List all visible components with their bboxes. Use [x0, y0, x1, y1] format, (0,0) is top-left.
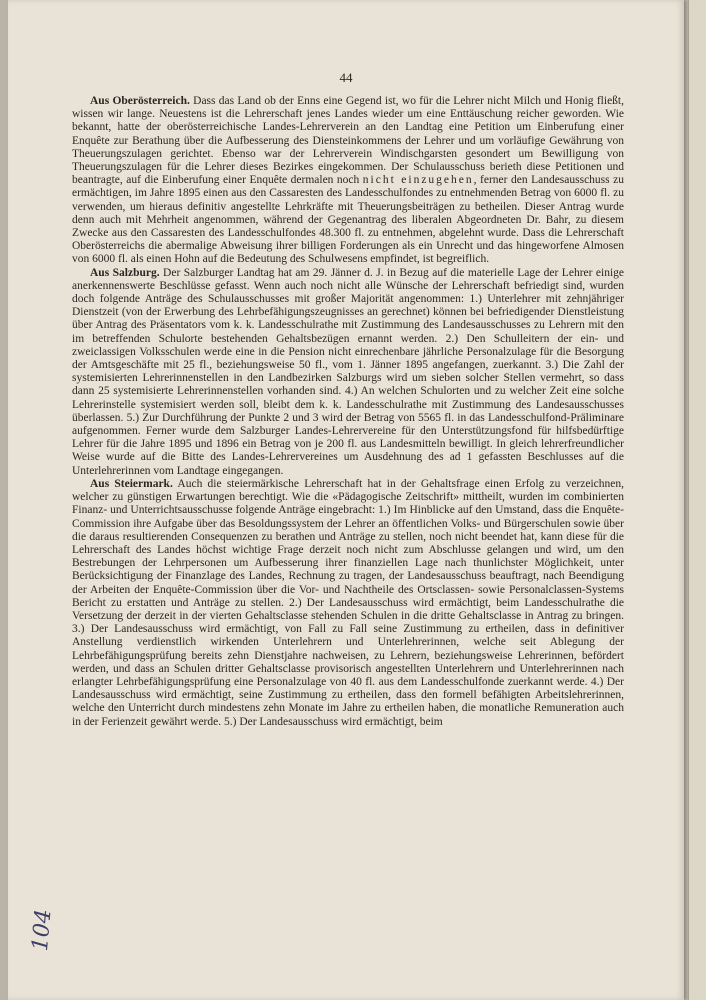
section-oberoesterreich — [72, 95, 624, 267]
section-text: Auch die steiermärkische Lehrerschaft hat in der Gehaltsfrage einen Erfolg zu verzeichnen, welcher zu günstigen Erwartungen berechtigt. Wie die «Pädagogische Zeitschrift» mittheilt, wurden im combinierten Finanz- und Unterrichtsausschusse folgende Anträge eingebracht: 1.) Im Hinblicke auf den Umstand, dass die Enquête-Commission ihre Aufgabe über das Besoldungssystem der Lehrer an öffentlichen Volks- und Bürgerschulen sowie über die daraus resultierenden Consequenzen zu berathen und Anträge zu stellen, noch nicht beendet hat, kann diese für die Lehrerschaft des Landes höchst wichtige Frage derzeit noch nicht zum Abschlusse gelangen und wird, um den Bestrebungen der Lehrpersonen um Aufbesserung ihrer finanziellen Lage nach thunlichster Möglichkeit, unter Berücksichtigung der Finanzlage des Landes, Rechnung zu tragen, der Landesausschuss beauftragt, nach Beendigung der Arbeiten der Enquête-Commission über die Vor- und Nachtheile des Ortsclassen- sowie Personalclassen-Systems Bericht zu erstatten und Anträge zu stellen. 2.) Der Landesausschuss wird ermächtigt, beim Landesschulrathe die Versetzung der derzeit in der vierten Gehaltsclasse stehenden Schulen in die dritte Gehaltsclasse in Antrag zu bringen. 3.) Der Landesausschuss wird ermächtigt, von Fall zu Fall seine Zustimmung zu ertheilen, dass in definitiver Anstellung verdienstlich wirkenden Unterlehrern und Unterlehrerinnen, welche seit Ablegung der Lehrbefähigungsprüfung bereits zehn Dienstjahre nachweisen, zu Lehrern, beziehungsweise Lehrerinnen, befördert werden, und dass an Schulen dritter Gehaltsclasse provisorisch angestellten Unterlehrern und Unterlehrerinnen nach erlangter Lehrbefähigungsprüfung eine Personalzulage von 40 fl. aus dem Landesschulfonde zuerkannt werde. 4.) Der Landesausschuss wird ermächtigt, seine Zustimmung zu ertheilen, dass den formell befähigten Arbeitslehrerinnen, welche den Unterricht durch mindestens zehn Monate im Jahre zu ertheilen haben, die monatliche Remuneration auch in der Ferienzeit gewährt werde. 5.) Der Landesausschuss wird ermächtigt, beim — [72, 477, 624, 728]
handwritten-archive-number: 104 — [28, 908, 57, 953]
section-text-continued: , ferner den Landesausschuss zu ermächtigen, im Jahre 1895 einen aus den Cassaresten des Landesschulfondes zu entnehmenden Betrag von 6000 fl. zu verwenden, um hieraus definitiv angestellte Lehrkräfte mit Theuerungsbeiträgen zu betheilen. Dieser Antrag wurde denn auch mit Mehrheit angenommen, während der Gegenantrag des liberalen Abgeordneten Dr. Bahr, zu diesem Zwecke aus den Cassaresten des Landesschulfondes 48.300 fl. zu entnehmen, abgelehnt wurde. Dass die Lehrerschaft Oberösterreichs die abermalige Abweisung ihrer billigen Forderungen als ein Unrecht und das hingeworfene Almosen von 6000 fl. als einen Hohn auf die Bedeutung des Schulwesens empfindet, ist begreiflich. — [72, 174, 624, 266]
section-salzburg — [72, 267, 624, 478]
document-page — [8, 0, 684, 1000]
section-heading: Aus Steiermark. — [90, 477, 173, 490]
section-text: Dass das Land ob der Enns eine Gegend ist, wo für die Lehrer nicht Milch und Honig fließt, wissen wir lange. Neuestens ist die Lehrerschaft jenes Landes wieder um eine Enttäuschung reicher geworden. Wie bekannt, hatte der oberösterreichische Landes-Lehrerverein an den Landtag eine Petition um Einberufung einer Enquête zur Berathung über die Aufbesserung des Diensteinkommens der Lehrer und um vorläufige Gewährung von Theuerungszulagen gerichtet. Ebenso war der Lehrerverein Windischgarsten gesondert um Bewilligung von Theuerungszulagen für die Lehrer dieses Bezirkes eingekommen. Der Schulausschuss berieth diese Petitionen und beantragte, auf die Einberufung einer Enquête dermalen noch — [72, 95, 624, 187]
article-body — [72, 95, 624, 729]
section-heading: Aus Salzburg. — [90, 266, 160, 279]
adjacent-page-edge — [688, 0, 706, 1000]
section-text: Der Salzburger Landtag hat am 29. Jänner d. J. in Bezug auf die materielle Lage der Lehrer einige anerkennenswerte Beschlüsse gefasst. Wenn auch noch nicht alle Wünsche der Lehrerschaft befriedigt sind, wurden doch folgende Anträge des Schulausschusses mit großer Majorität angenommen: 1.) Unterlehrer mit zehnjähriger Dienstzeit (von der Erwerbung des Lehrbefähigungszeugnisses an gerechnet) können bei befriedigender Dienstleistung über Antrag des Präsentators vom k. k. Landesschulrathe mit Zustimmung des Landesausschusses zu Lehrern mit den im betreffenden Schulorte bestehenden Gehaltsbezügen ernannt werden. 2.) Den Schulleitern der ein- und zweiclassigen Volksschulen werde eine in die Pension nicht einrechenbare jährliche Personalzulage für die Besorgung der Amtsgeschäfte mit 25 fl., beziehungsweise 50 fl., vom 1. Jänner 1895 angefangen, zuerkannt. 3.) Die Zahl der systemisierten Lehrerinnenstellen in den Landbezirken Salzburgs wird um sieben solcher Stellen vermehrt, so dass dann 25 systemisierte Lehrerinnenstellen vorhanden sind. 4.) An welchen Schulorten und zu welcher Zeit eine solche Lehrerinstelle systemisiert werden soll, bleibt dem k. k. Landesschulrathe mit Zustimmung des Landesausschusses überlassen. 5.) Zur Durchführung der Punkte 2 und 3 wird der Betrag von 5565 fl. in das Landesschulfond-Präliminare aufgenommen. Ferner wurde dem Salzburger Landes-Lehrervereine für den Unterstützungsfond für hilfsbedürftige Lehrer für die Jahre 1895 und 1896 ein Betrag von je 200 fl. aus Landesmitteln bewilligt. In gleich lehrerfreundlicher Weise wurde auf die Bitte des Landes-Lehrervereines um Ausdehnung des ad 1 gefassten Beschlusses auf die Unterlehrerinnen vom Landtage eingegangen. — [72, 266, 624, 477]
section-steiermark — [72, 478, 624, 729]
section-heading: Aus Oberösterreich. — [90, 95, 190, 107]
page-number: 44 — [339, 70, 353, 85]
emphasized-text: nicht einzugehen — [362, 174, 474, 187]
